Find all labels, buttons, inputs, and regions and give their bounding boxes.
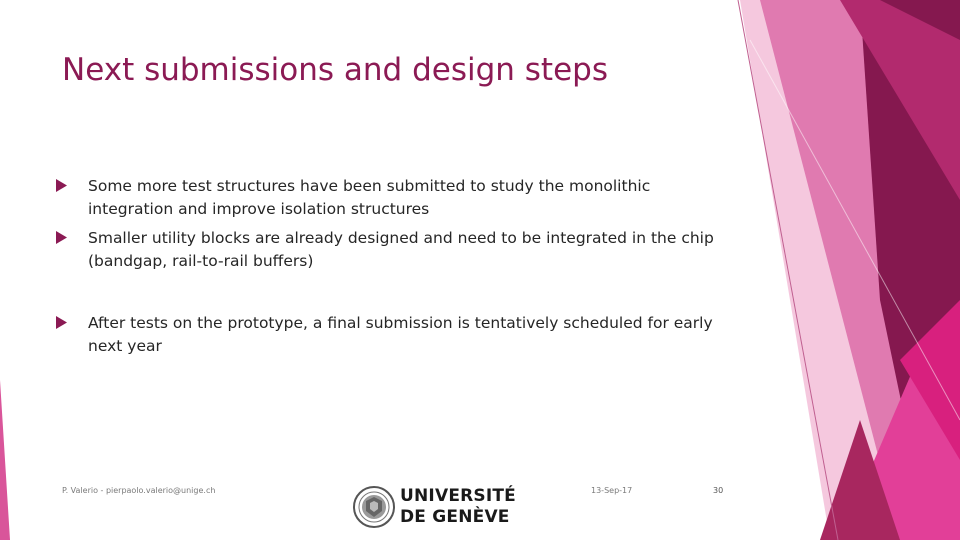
bullet-item [56,175,716,221]
diamond-bullet-icon [56,179,67,192]
bullet-text: Some more test structures have been submitted to study the monolithic integration and improve isolation structures [88,177,651,218]
diamond-bullet-icon [56,231,67,244]
left-edge-shape [0,380,10,540]
page-number: 30 [713,486,724,495]
bullet-list [56,0,716,540]
bullet-item [56,227,716,273]
diamond-bullet-icon [56,316,67,329]
university-seal-icon [352,485,396,529]
bullet-item [56,312,716,358]
bullet-text: After tests on the prototype, a final submission is tentatively scheduled for early next year [88,314,713,355]
footer-author: P. Valerio - pierpaolo.valerio@unige.ch [62,486,216,495]
logo-wordmark [400,486,516,528]
logo-line-2: DE GENÈVE [400,507,510,527]
slide-title: Next submissions and design steps [62,52,608,88]
bullet-text: Smaller utility blocks are already designed and need to be integrated in the chip (bandgap, rail-to-rail buffers) [88,229,714,270]
footer-date: 13-Sep-17 [591,486,633,495]
logo-line-1: UNIVERSITÉ [400,486,516,506]
university-logo [352,484,516,530]
